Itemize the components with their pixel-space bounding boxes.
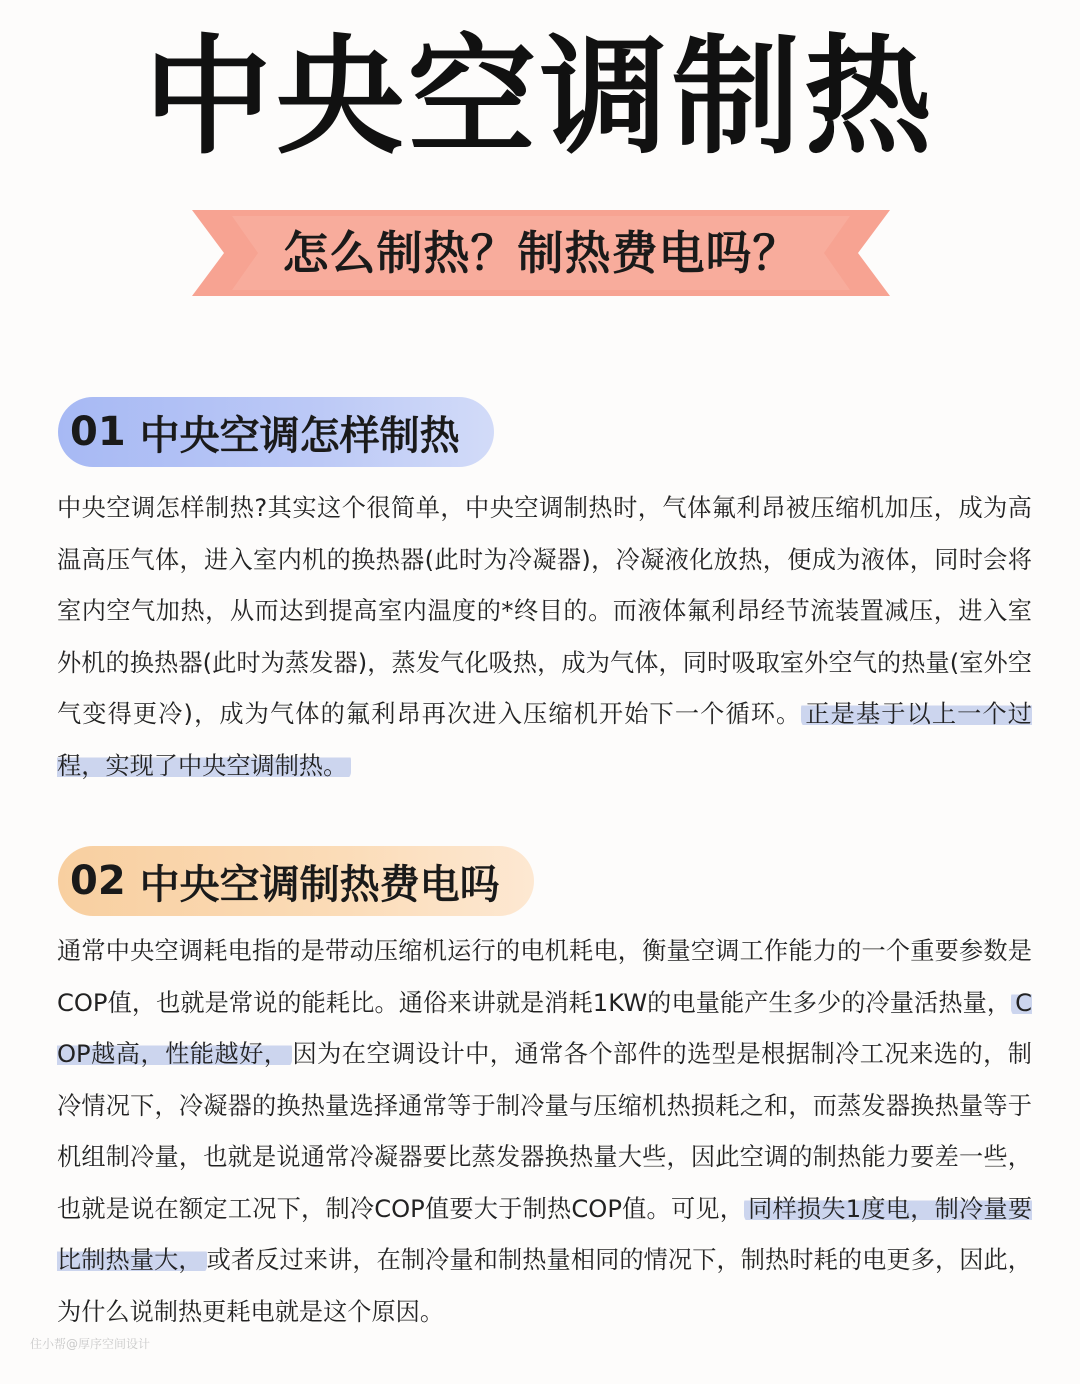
section-2-body-a: 通常中央空调耗电指的是带动压缩机运行的电机耗电，衡量空调工作能力的一个重要参数是COP值，也就是常说的能耗比。通俗来讲就是消耗1KW的电量能产生多少的冷量活热量，: [57, 937, 1032, 1017]
section-2-body-c: 或者反过来讲，在制冷量和制热量相同的情况下，制热时耗的电更多，因此，为什么说制热更耗电就是这个原因。: [57, 1246, 1032, 1326]
section-1-highlight: 正是基于以上一个过程，实现了中央空调制热。: [57, 700, 1032, 780]
section-2-highlight-b: 同样损失1度电，制冷量要比制热量大，: [57, 1194, 1033, 1274]
subtitle-text: 怎么制热？制热费电吗？: [282, 226, 800, 280]
section-2-title: 中央空调制热费电吗: [139, 861, 500, 908]
page-title: 中央空调制热: [143, 22, 936, 172]
section-2-body-b: 因为在空调设计中，通常各个部件的选型是根据制冷工况来选的，制冷情况下，冷凝器的换热量选择通常等于制冷量与压缩机热损耗之和，而蒸发器换热量等于机组制冷量，也就是说通常冷凝器要比蒸发器换热量大些，因此空调的制热能力要差一些，也就是说在额定工况下，制冷COP值要大于制热COP值。可见，: [57, 1040, 1032, 1223]
watermark: 住小帮@厚序空间设计: [30, 1337, 151, 1351]
subtitle-ribbon: [192, 210, 890, 296]
section-2-paragraph: [57, 926, 1032, 1338]
section-1-paragraph: [57, 483, 1032, 792]
section-1-body: 中央空调怎样制热?其实这个很简单，中央空调制热时，气体氟利昂被压缩机加压，成为高温高压气体，进入室内机的换热器(此时为冷凝器)，冷凝液化放热，便成为液体，同时会将室内空气加热，从而达到提高室内温度的*终目的。而液体氟利昂经节流装置减压，进入室外机的换热器(此时为蒸发器)，蒸发气化吸热，成为气体，同时吸取室外空气的热量(室外空气变得更冷)，成为气体的氟利昂再次进入压缩机开始下一个循环。: [57, 494, 1032, 728]
section-2-number: 02: [70, 858, 126, 904]
section-1-number: 01: [70, 409, 126, 455]
section-2-highlight-a: COP越高，性能越好，: [57, 988, 1032, 1068]
section-1-heading: [58, 397, 494, 467]
section-1-title: 中央空调怎样制热: [139, 412, 460, 459]
section-2-heading: [58, 846, 534, 916]
